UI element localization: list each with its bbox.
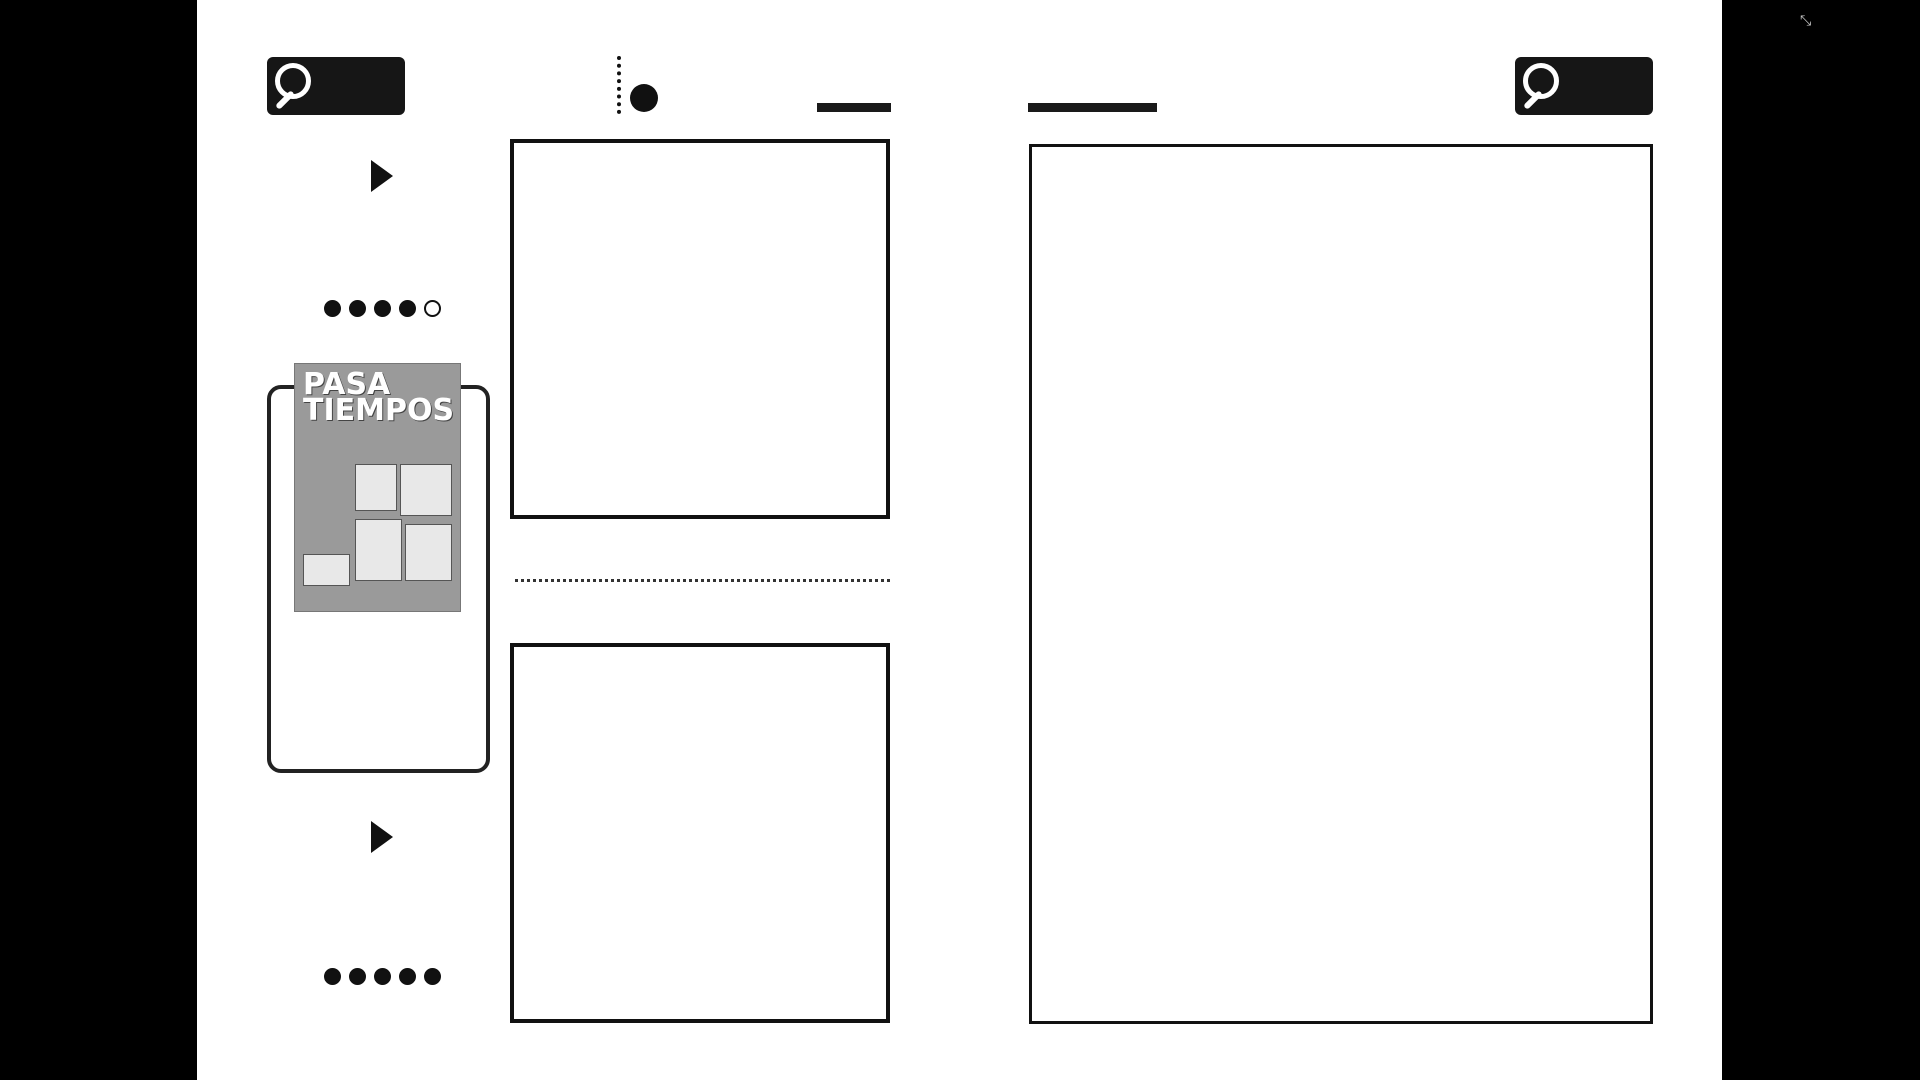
difficulty-dots-2 bbox=[297, 968, 467, 985]
club-enigma-logo bbox=[267, 57, 405, 115]
play-arrow-icon bbox=[371, 160, 393, 192]
book-cover-image: PASA TIEMPOS bbox=[294, 363, 461, 612]
pasatiempos-logo bbox=[277, 637, 477, 727]
club-enigma-logo bbox=[1515, 57, 1653, 115]
exit-fullscreen-icon[interactable]: ⤡ bbox=[1800, 12, 1812, 28]
sudoku-grid-1 bbox=[510, 139, 890, 519]
numero-badge bbox=[630, 84, 658, 112]
sudoku-separator bbox=[515, 579, 890, 582]
difficulty-dots-1 bbox=[297, 300, 467, 317]
sudoku-grid-2 bbox=[510, 643, 890, 1023]
play-arrow-icon bbox=[371, 821, 393, 853]
autodefinido-grid bbox=[1029, 144, 1653, 1024]
puzzle-page bbox=[197, 0, 1722, 1080]
header-divider bbox=[617, 56, 621, 114]
section-bar-sudoku bbox=[817, 103, 891, 112]
section-bar-autodefinido bbox=[1028, 103, 1157, 112]
